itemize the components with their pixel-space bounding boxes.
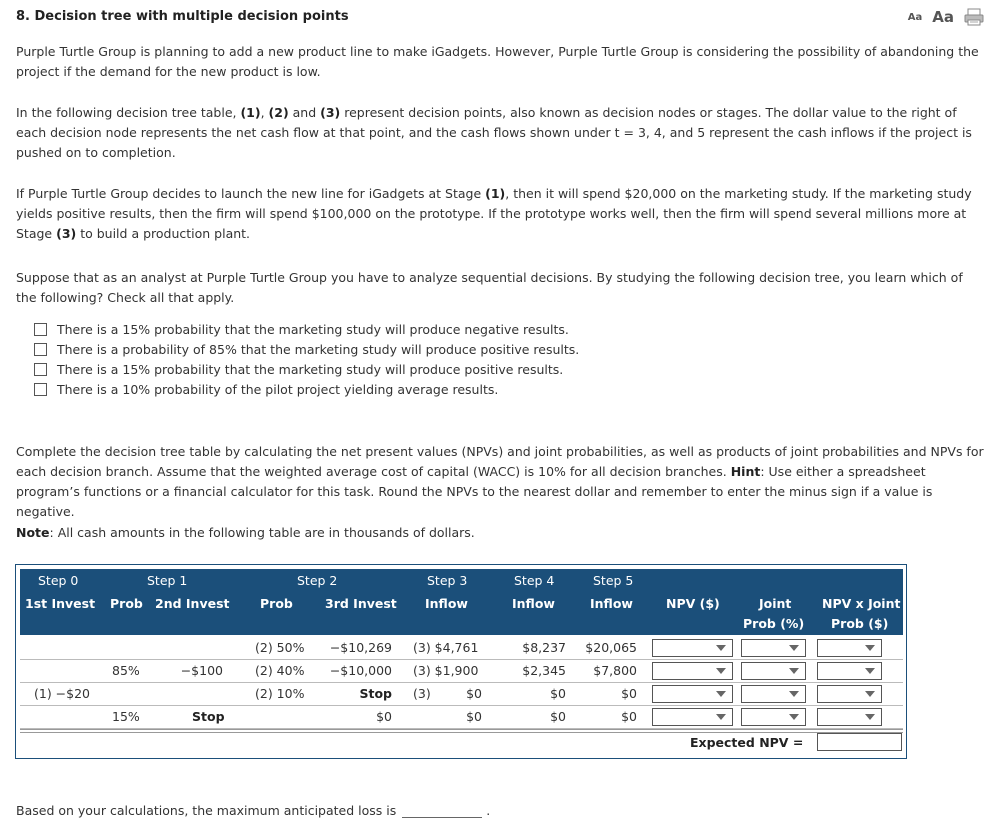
stages-paragraph: If Purple Turtle Group decides to launch the new line for iGadgets at Stage (1), then it will spend $20,000 on the marketing study. If the marketing study yields positive results, then the firm will spend $100,000 on the prototype. If the prototype works well, then the firm will spend several millions more at Stage (3) to build a production plant. bbox=[16, 186, 972, 241]
font-decrease-button[interactable]: Aa bbox=[907, 11, 923, 23]
header-step4: Step 4 bbox=[514, 573, 555, 588]
row4-step4: $0 bbox=[550, 709, 566, 724]
row2-prob1: 85% bbox=[112, 663, 140, 678]
table-row bbox=[20, 636, 903, 660]
npv-dropdown-row4[interactable] bbox=[652, 708, 733, 726]
header-step1: Step 1 bbox=[147, 573, 188, 588]
header-npv-joint: NPV x Joint bbox=[822, 596, 901, 611]
check-option-3[interactable]: There is a 15% probability that the marketing study will produce positive results. bbox=[34, 359, 579, 379]
intro-paragraph: Purple Turtle Group is planning to add a new product line to make iGadgets. However, Purple Turtle Group is considering the possibility of abandoning the project if the demand for the new product is low. bbox=[16, 44, 979, 79]
table-row bbox=[20, 659, 903, 683]
question-paragraph: Suppose that as an analyst at Purple Turtle Group you have to analyze sequential decisions. By studying the following decision tree, you learn which of the following? Check all that apply. bbox=[16, 270, 963, 305]
row1-step4: $8,237 bbox=[522, 640, 566, 655]
decision-tree-table bbox=[15, 564, 907, 759]
table-header bbox=[20, 569, 903, 635]
row3-step0: (1) −$20 bbox=[34, 686, 91, 701]
decision-points-paragraph: In the following decision tree table, (1), (2) and (3) represent decision points, also known as decision nodes or stages. The dollar value to the right of each decision node represents the net cash flow at that point, and the cash flows shown under t = 3, 4, and 5 represent the cash inflows if the project is pushed on to completion. bbox=[16, 105, 972, 160]
header-third-invest: 3rd Invest bbox=[325, 596, 397, 611]
row2-step4: $2,345 bbox=[522, 663, 566, 678]
joint-prob-dropdown-row3[interactable] bbox=[741, 685, 806, 703]
npv-joint-dropdown-row1[interactable] bbox=[817, 639, 882, 657]
npv-dropdown-row2[interactable] bbox=[652, 662, 733, 680]
checkbox-list bbox=[34, 319, 579, 399]
expected-npv-label: Expected NPV = bbox=[690, 735, 804, 750]
header-inflow5: Inflow bbox=[590, 596, 633, 611]
header-second-invest: 2nd Invest bbox=[155, 596, 230, 611]
npv-joint-dropdown-row3[interactable] bbox=[817, 685, 882, 703]
expected-npv-input[interactable] bbox=[817, 733, 902, 751]
row3-step3-node: (3) bbox=[413, 686, 431, 701]
header-npv-joint-prob: Prob ($) bbox=[831, 616, 889, 631]
footer-question: Based on your calculations, the maximum anticipated loss is . bbox=[16, 803, 491, 818]
font-controls bbox=[908, 8, 984, 26]
npv-dropdown-row1[interactable] bbox=[652, 639, 733, 657]
header-first-invest: 1st Invest bbox=[25, 596, 96, 611]
row1-step3: (3) $4,761 bbox=[413, 640, 479, 655]
font-increase-button[interactable]: Aa bbox=[932, 8, 954, 26]
npv-joint-dropdown-row4[interactable] bbox=[817, 708, 882, 726]
row2-step3: (3) $1,900 bbox=[413, 663, 479, 678]
header-inflow3: Inflow bbox=[425, 596, 468, 611]
row4-step3: $0 bbox=[466, 709, 482, 724]
row2-second-invest: −$100 bbox=[180, 663, 223, 678]
header-prob1: Prob bbox=[110, 596, 143, 611]
row2-third-invest: −$10,000 bbox=[329, 663, 392, 678]
row4-second-invest: Stop bbox=[192, 709, 225, 724]
row1-third-invest: −$10,269 bbox=[329, 640, 392, 655]
header-step0: Step 0 bbox=[38, 573, 79, 588]
row1-prob2: (2) 50% bbox=[255, 640, 305, 655]
instructions-paragraph: Complete the decision tree table by calculating the net present values (NPVs) and joint probabilities, as well as products of joint probabilities and NPVs for each decision branch. Assume that the weighted average cost of capital (WACC) is 10% for all decision branches. Hint: Use either a spreadsheet program’s functions or a financial calculator for this task. Round the NPVs to the nearest dollar and remember to enter the minus sign if a value is negative. bbox=[16, 444, 984, 519]
check-option-4[interactable]: There is a 10% probability of the pilot project yielding average results. bbox=[34, 379, 579, 399]
print-icon[interactable] bbox=[964, 8, 984, 26]
table-divider bbox=[20, 729, 903, 733]
max-loss-input[interactable] bbox=[402, 803, 482, 818]
row3-prob2: (2) 10% bbox=[255, 686, 305, 701]
header-prob2: Prob bbox=[260, 596, 293, 611]
row3-step4: $0 bbox=[550, 686, 566, 701]
header-step3: Step 3 bbox=[427, 573, 468, 588]
check-option-2[interactable]: There is a probability of 85% that the marketing study will produce positive results. bbox=[34, 339, 579, 359]
checkbox[interactable] bbox=[34, 323, 47, 336]
row3-step5: $0 bbox=[621, 686, 637, 701]
row4-third-invest: $0 bbox=[376, 709, 392, 724]
header-step5: Step 5 bbox=[593, 573, 634, 588]
check-option-1[interactable]: There is a 15% probability that the marketing study will produce negative results. bbox=[34, 319, 579, 339]
npv-joint-dropdown-row2[interactable] bbox=[817, 662, 882, 680]
note-paragraph: Note: All cash amounts in the following table are in thousands of dollars. bbox=[16, 525, 475, 540]
joint-prob-dropdown-row2[interactable] bbox=[741, 662, 806, 680]
row2-step5: $7,800 bbox=[593, 663, 637, 678]
question-title: 8. Decision tree with multiple decision points bbox=[16, 9, 349, 24]
table-row bbox=[20, 705, 903, 729]
row4-prob1: 15% bbox=[112, 709, 140, 724]
table-row bbox=[20, 682, 903, 706]
checkbox[interactable] bbox=[34, 363, 47, 376]
row2-prob2: (2) 40% bbox=[255, 663, 305, 678]
header-joint: Joint bbox=[759, 596, 792, 611]
row3-step3: $0 bbox=[466, 686, 482, 701]
checkbox[interactable] bbox=[34, 383, 47, 396]
header-step2: Step 2 bbox=[297, 573, 338, 588]
header-joint-prob: Prob (%) bbox=[743, 616, 805, 631]
npv-dropdown-row3[interactable] bbox=[652, 685, 733, 703]
row3-third-invest: Stop bbox=[359, 686, 392, 701]
header-inflow4: Inflow bbox=[512, 596, 555, 611]
header-npv: NPV ($) bbox=[666, 596, 720, 611]
joint-prob-dropdown-row1[interactable] bbox=[741, 639, 806, 657]
checkbox[interactable] bbox=[34, 343, 47, 356]
row1-step5: $20,065 bbox=[585, 640, 637, 655]
row4-step5: $0 bbox=[621, 709, 637, 724]
joint-prob-dropdown-row4[interactable] bbox=[741, 708, 806, 726]
